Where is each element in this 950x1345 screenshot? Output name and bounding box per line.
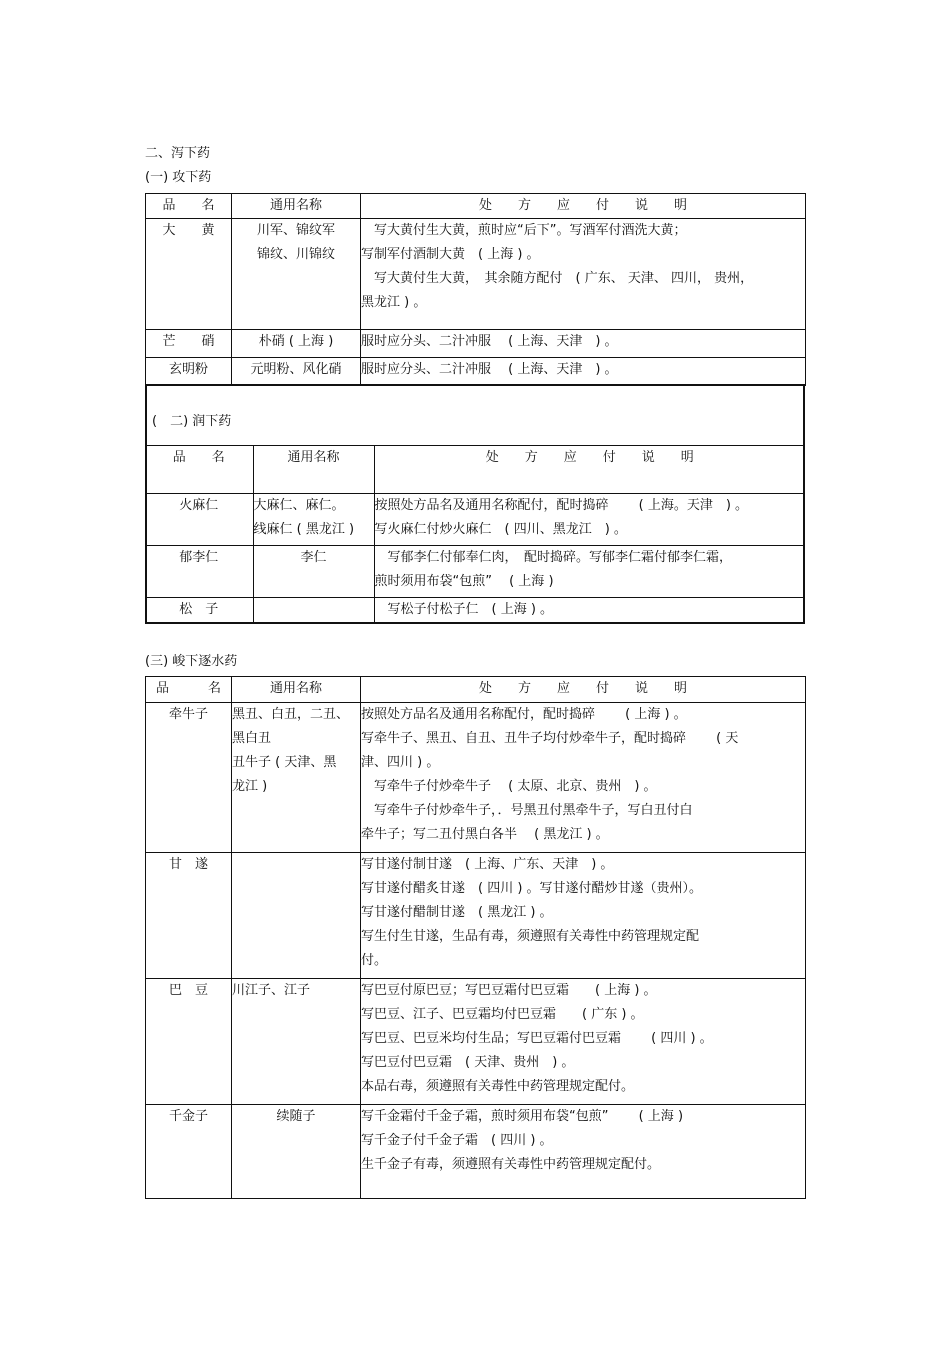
desc-line: 写生付生甘遂，生品有毒，须遵照有关毒性中药管理规定配 (361, 929, 700, 944)
desc-line: 按照处方品名及通用名称配付，配时捣碎 ( 上海 ) 。 (361, 707, 687, 722)
desc-line: 写郁李仁付郁奉仁肉， 配时捣碎。写郁李仁霜付郁李仁霜， (374, 550, 733, 565)
desc-line: 本品右毒，须遵照有关毒性中药管理规定配付。 (361, 1079, 635, 1094)
table-header-row (146, 677, 806, 703)
row-desc (374, 546, 805, 598)
header-desc: 处 方 应 付 说 明 (361, 194, 806, 219)
common-line: 黑丑、白丑，二丑、 (232, 707, 350, 722)
subsection-title-3: (三) 峻下逐水药 (145, 654, 238, 669)
desc-line: 写千金霜付千金子霜，煎时须用布袋“包煎” ( 上海 ) (361, 1109, 684, 1124)
desc-line: 写大黄付生大黄， 其余随方配付 ( 广东、 天津、 四川， 贵州， (361, 271, 754, 286)
header-common: 通用名称 (253, 446, 374, 494)
row-desc (361, 703, 806, 853)
desc-line: 写巴豆、巴豆米均付生品；写巴豆霜付巴豆霜 ( 四川 ) 。 (361, 1031, 713, 1046)
row-common (232, 703, 361, 853)
row-common: 李仁 (253, 546, 374, 598)
table-header-row (146, 194, 806, 219)
row-name: 牵牛子 (146, 703, 232, 853)
desc-line: 写牵牛子付炒牵牛子，．号黑丑付黑牵牛子，写白丑付白 (361, 803, 693, 818)
header-name: 品 名 (146, 194, 232, 219)
row-name: 玄明粉 (146, 358, 232, 386)
header-name: 品 名 (146, 677, 232, 703)
row-common (253, 598, 374, 624)
desc-line: 写制军付酒制大黄 ( 上海 ) 。 (361, 247, 540, 262)
row-name: 千金子 (146, 1105, 232, 1199)
header-common: 通用名称 (232, 677, 361, 703)
header-desc: 处 方 应 付 说 明 (361, 677, 806, 703)
desc-line: 写巴豆付巴豆霜 ( 天津、贵州 ) 。 (361, 1055, 575, 1070)
common-line: 川军、锦纹军 (256, 223, 335, 238)
table-row (146, 853, 806, 979)
row-desc (374, 494, 805, 546)
desc-line: 煎时须用布袋“包煎” ( 上海 ) (374, 574, 554, 589)
row-desc (361, 853, 806, 979)
desc-line: 写大黄付生大黄，煎时应“后下”。写酒军付酒洗大黄； (361, 223, 687, 238)
row-desc (361, 979, 806, 1105)
table-row (145, 494, 805, 546)
common-line: 黑白丑 (232, 731, 272, 746)
row-name: 巴 豆 (146, 979, 232, 1105)
row-name: 大 黄 (146, 219, 232, 330)
desc-line: 写牵牛子付炒牵牛子 ( 太原、北京、贵州 ) 。 (361, 779, 657, 794)
row-common (232, 219, 361, 330)
row-desc: 服时应分头、二汁冲服 ( 上海、天津 ) 。 (361, 330, 806, 358)
row-desc (361, 219, 806, 330)
desc-line: 写巴豆付原巴豆；写巴豆霜付巴豆霜 ( 上海 ) 。 (361, 983, 657, 998)
subsection-title-1: (一) 攻下药 (145, 170, 212, 185)
common-line: 大麻仁、麻仁。 (253, 498, 345, 513)
desc-line: 写千金子付千金子霜 ( 四川 ) 。 (361, 1133, 553, 1148)
desc-line: 写牵牛子、黑丑、自丑、丑牛子均付炒牵牛子，配时捣碎 ( 天 (361, 731, 739, 746)
desc-line: 黑龙江 ) 。 (361, 295, 427, 310)
table-drastic (145, 676, 806, 1199)
row-name: 松 子 (145, 598, 253, 624)
desc-line: 生千金子有毒，须遵照有关毒性中药管理规定配付。 (361, 1157, 661, 1172)
desc-line: 牵牛子；写二丑付黑白各半 ( 黑龙江 ) 。 (361, 827, 609, 842)
row-desc: 服时应分头、二汁冲服 ( 上海、天津 ) 。 (361, 358, 806, 386)
table-header-row (145, 446, 805, 494)
common-line: 丑牛子 ( 天津、黑 (232, 755, 337, 770)
common-line: 龙江 ) (232, 779, 268, 794)
table-row (146, 1105, 806, 1199)
header-desc: 处 方 应 付 说 明 (374, 446, 805, 494)
desc-line: 付。 (361, 953, 388, 968)
row-common (232, 853, 361, 979)
desc-line: 按照处方品名及通用名称配付，配时捣碎 ( 上海。天津 ) 。 (374, 498, 749, 513)
section-title: 二、泻下药 (145, 146, 211, 161)
row-common (253, 494, 374, 546)
row-common: 川江子、江子 (232, 979, 361, 1105)
row-common: 元明粉、风化硝 (232, 358, 361, 386)
desc-line: 写甘遂付醋制甘遂 ( 黑龙江 ) 。 (361, 905, 553, 920)
desc-line: 写甘遂付醋炙甘遂 ( 四川 ) 。写甘遂付醋炒甘遂（贵州）。 (361, 881, 703, 896)
row-name: 火麻仁 (145, 494, 253, 546)
desc-line: 写巴豆、江子、巴豆霜均付巴豆霜 ( 广东 ) 。 (361, 1007, 644, 1022)
common-line: 线麻仁 ( 黑龙江 ) (253, 522, 355, 537)
table-row (146, 358, 806, 386)
row-desc: 写松子付松子仁 ( 上海 ) 。 (374, 598, 805, 624)
row-name: 郁李仁 (145, 546, 253, 598)
table-row (145, 546, 805, 598)
desc-line: 津、四川 ) 。 (361, 755, 440, 770)
desc-line: 写甘遂付制甘遂 ( 上海、广东、天津 ) 。 (361, 857, 614, 872)
table-purgative (145, 193, 806, 386)
header-name: 品 名 (145, 446, 253, 494)
table-row (145, 598, 805, 624)
table-laxative (145, 445, 805, 624)
header-common: 通用名称 (232, 194, 361, 219)
row-name: 芒 硝 (146, 330, 232, 358)
table-row (146, 979, 806, 1105)
table-row (146, 703, 806, 853)
row-name: 甘 遂 (146, 853, 232, 979)
desc-line: 写火麻仁付炒火麻仁 ( 四川、黑龙江 ) 。 (374, 522, 627, 537)
row-common: 续随子 (232, 1105, 361, 1199)
table-row (146, 330, 806, 358)
row-desc (361, 1105, 806, 1199)
table-row (146, 219, 806, 330)
common-line: 锦纹、川锦纹 (256, 247, 335, 262)
row-common: 朴硝 ( 上海 ) (232, 330, 361, 358)
subsection-title-2: ( 二) 润下药 (152, 414, 232, 429)
